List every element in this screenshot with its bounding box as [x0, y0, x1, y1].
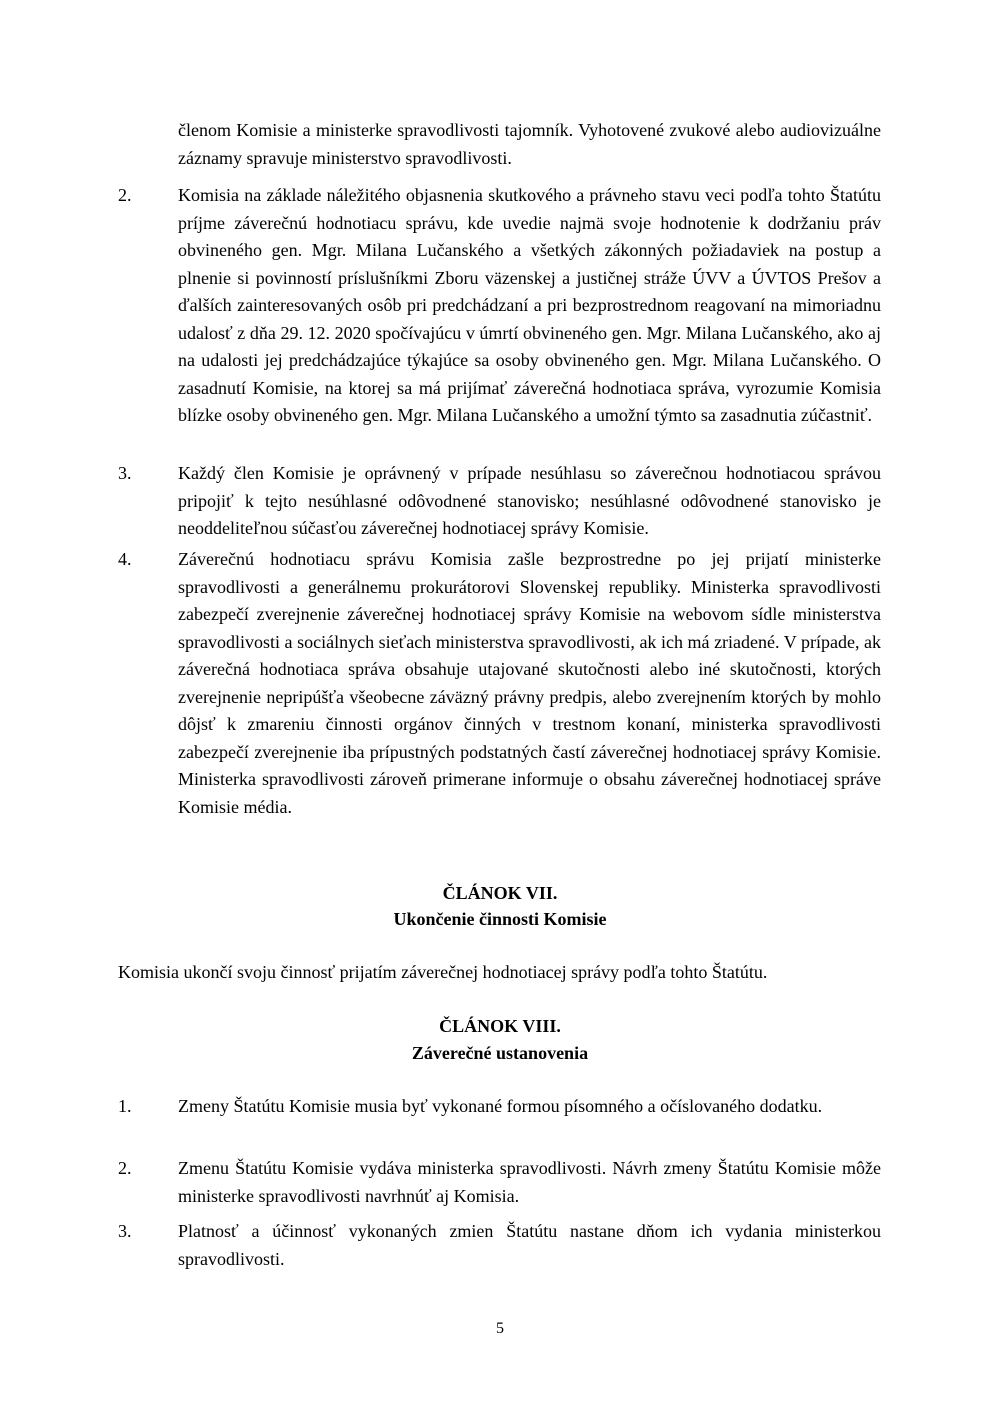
item-text: Platnosť a účinnosť vykonaných zmien Štatútu nastane dňom ich vydania ministerkou spravodlivosti. — [178, 1221, 881, 1269]
page-number: 5 — [496, 1320, 504, 1337]
article-8-subheading: Záverečné ustanovenia — [411, 1043, 589, 1063]
item-number: 3. — [118, 463, 132, 483]
item-number: 3. — [118, 1221, 132, 1241]
item-text: Komisia na základe náležitého objasnenia skutkového a právneho stavu veci podľa tohto Štatútu príjme záverečnú hodnotiacu správu, kde uvedie najmä svoje hodnotenie k dodržaniu práv obvineného gen. Mgr. Milana Lučanského a všetkých zákonných požiadaviek na postup a plnenie si povinností príslušníkmi Zboru väzenskej a justičnej stráže ÚVV a ÚVTOS Prešov a ďalších zainteresovaných osôb pri predchádzaní a pri bezprostrednom reagovaní na mimoriadnu udalosť z dňa 29. 12. 2020 spočívajúcu v úmrtí obvineného gen. Mgr. Milana Lučanského, ako aj na udalosti jej predchádzajúce týkajúce sa osoby obvineného gen. Mgr. Milana Lučanského. O zasadnutí Komisie, na ktorej sa má prijímať záverečná hodnotiaca správa, vyrozumie Komisia blízke osoby obvineného gen. Mgr. Milana Lučanského a umožní týmto sa zasadnutia zúčastniť. — [178, 185, 881, 425]
item-1-continuation: členom Komisie a ministerke spravodlivosti tajomník. Vyhotovené zvukové alebo audiovizuálne záznamy spravuje ministerstvo spravodlivosti. — [178, 120, 881, 168]
item-text: Zmeny Štatútu Komisie musia byť vykonané formou písomného a očíslovaného dodatku. — [178, 1096, 823, 1116]
article-7-subheading: Ukončenie činnosti Komisie — [393, 909, 607, 929]
article-7-text: Komisia ukončí svoju činnosť prijatím záverečnej hodnotiacej správy podľa tohto Štatútu. — [118, 962, 768, 982]
item-text: Záverečnú hodnotiacu správu Komisia zašle bezprostredne po jej prijatí ministerke spravodlivosti a generálnemu prokurátorovi Slovenskej republiky. Ministerka spravodlivosti zabezpečí zverejnenie záverečnej hodnotiacej správy Komisie na webovom sídle ministerstva spravodlivosti a sociálnych sieťach ministerstva spravodlivosti, ak ich má zriadené. V prípade, ak záverečná hodnotiaca správa obsahuje utajované skutočnosti alebo iné skutočnosti, ktorých zverejnenie nepripúšťa všeobecne záväzný právny predpis, alebo zverejnením ktorých by mohlo dôjsť k zmareniu činnosti orgánov činných v trestnom konaní, ministerka spravodlivosti zabezpečí zverejnenie iba prípustných podstatných častí záverečnej hodnotiacej správy Komisie. Ministerka spravodlivosti zároveň primerane informuje o obsahu záverečnej hodnotiacej správe Komisie média. — [178, 549, 881, 817]
item-number: 4. — [118, 549, 132, 569]
item-number: 1. — [118, 1096, 132, 1116]
item-text: Zmenu Štatútu Komisie vydáva ministerka spravodlivosti. Návrh zmeny Štatútu Komisie môže ministerke spravodlivosti navrhnúť aj Komisia. — [178, 1158, 881, 1206]
item-number: 2. — [118, 185, 132, 205]
article-7-heading: ČLÁNOK VII. — [442, 883, 558, 903]
item-number: 2. — [118, 1158, 132, 1178]
item-text: Každý člen Komisie je oprávnený v prípade nesúhlasu so záverečnou hodnotiacou správou pripojiť k tejto nesúhlasné odôvodnené stanovisko; nesúhlasné odôvodnené stanovisko je neoddeliteľnou súčasťou záverečnej hodnotiacej správy Komisie. — [178, 463, 881, 538]
article-8-heading: ČLÁNOK VIII. — [439, 1016, 561, 1036]
